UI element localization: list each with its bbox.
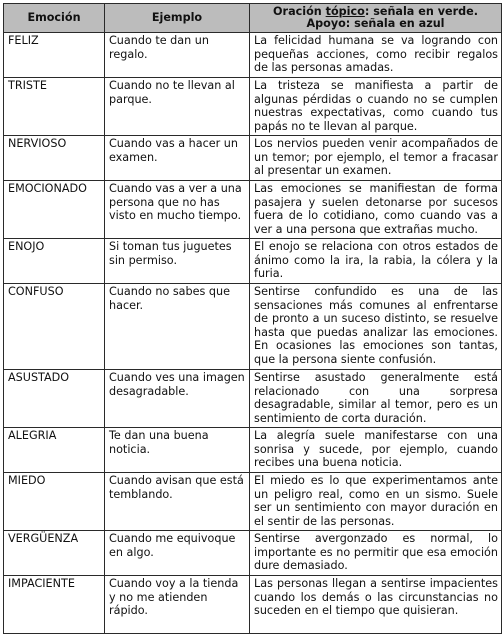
oracion-cell: La tristeza se manifiesta a partir de algunas pérdidas o cuando no se cumplen nuestras expectativas, como cuando tus papás no te llevan al parque. — [250, 78, 502, 136]
oracion-cell: El miedo es lo que experimentamos ante un peligro real, como en un sismo. Suele ser un sentimiento con mayor duración en el sentir de las personas. — [250, 473, 502, 531]
ejemplo-cell: Cuando no sabes que hacer. — [105, 284, 250, 370]
header-oracion-topico: tópico — [325, 4, 365, 18]
emocion-cell: ASUSTADO — [4, 370, 105, 428]
emocion-cell: ENOJO — [4, 239, 105, 284]
ejemplo-cell: Cuando te dan un regalo. — [105, 33, 250, 78]
emocion-cell: VERGÜENZA — [4, 531, 105, 576]
emocion-cell: TRISTE — [4, 78, 105, 136]
header-oracion — [250, 4, 502, 33]
oracion-cell: La alegría suele manifestarse con una sonrisa y sucede, por ejemplo, cuando recibes una buena noticia. — [250, 428, 502, 473]
ejemplo-cell: Cuando voy a la tienda y no me atienden rápido. — [105, 576, 250, 634]
oracion-cell: La felicidad humana se va logrando con pequeñas acciones, como recibir regalos de las personas amadas. — [250, 33, 502, 78]
ejemplo-cell: Te dan una buena noticia. — [105, 428, 250, 473]
oracion-cell: Sentirse confundido es una de las sensaciones más comunes al enfrentarse de pronto a un suceso distinto, se resuelve hasta que puedas analizar las emociones. En ocasiones las emociones son tantas, que la persona siente confusión. — [250, 284, 502, 370]
header-ejemplo: Ejemplo — [105, 4, 250, 33]
oracion-cell: Las emociones se manifiestan de forma pasajera y suelen detonarse por sucesos fuera de lo cotidiano, como cuando vas a ver a una persona que extrañas mucho. — [250, 181, 502, 239]
ejemplo-cell: Cuando vas a ver a una persona que no has visto en mucho tiempo. — [105, 181, 250, 239]
emotions-table — [3, 3, 502, 634]
table-row — [4, 531, 502, 576]
table-row — [4, 284, 502, 370]
emocion-cell: EMOCIONADO — [4, 181, 105, 239]
oracion-cell: Sentirse avergonzado es normal, lo importante es no permitir que esa emoción dure demasiado. — [250, 531, 502, 576]
emocion-cell: MIEDO — [4, 473, 105, 531]
oracion-cell: Los nervios pueden venir acompañados de un temor; por ejemplo, el temor a fracasar al presentar un examen. — [250, 136, 502, 181]
oracion-cell: El enojo se relaciona con otros estados de ánimo como la ira, la rabia, la cólera y la furia. — [250, 239, 502, 284]
ejemplo-cell: Cuando no te llevan al parque. — [105, 78, 250, 136]
table-row — [4, 239, 502, 284]
header-emocion: Emoción — [4, 4, 105, 33]
oracion-cell: Sentirse asustado generalmente está relacionado con una sorpresa desagradable, similar al temor, pero es un sentimiento de corta duración. — [250, 370, 502, 428]
emocion-cell: NERVIOSO — [4, 136, 105, 181]
oracion-cell: Las personas llegan a sentirse impacientes cuando los demás o las circunstancias no suceden en el tiempo que quisieran. — [250, 576, 502, 634]
ejemplo-cell: Cuando vas a hacer un examen. — [105, 136, 250, 181]
table-header-row — [4, 4, 502, 33]
table-row — [4, 428, 502, 473]
emocion-cell: CONFUSO — [4, 284, 105, 370]
ejemplo-cell: Cuando avisan que está temblando. — [105, 473, 250, 531]
table-row — [4, 78, 502, 136]
emocion-cell: FELIZ — [4, 33, 105, 78]
header-oracion-part3: : señala en verde. Apoyo: señala en azul — [306, 4, 478, 30]
table-row — [4, 181, 502, 239]
ejemplo-cell: Cuando me equivoque en algo. — [105, 531, 250, 576]
emocion-cell: ALEGRIA — [4, 428, 105, 473]
table-row — [4, 370, 502, 428]
table-row — [4, 136, 502, 181]
ejemplo-cell: Cuando ves una imagen desagradable. — [105, 370, 250, 428]
table-row — [4, 33, 502, 78]
table-row — [4, 473, 502, 531]
header-oracion-part1: Oración — [273, 4, 326, 18]
ejemplo-cell: Si toman tus juguetes sin permiso. — [105, 239, 250, 284]
emocion-cell: IMPACIENTE — [4, 576, 105, 634]
